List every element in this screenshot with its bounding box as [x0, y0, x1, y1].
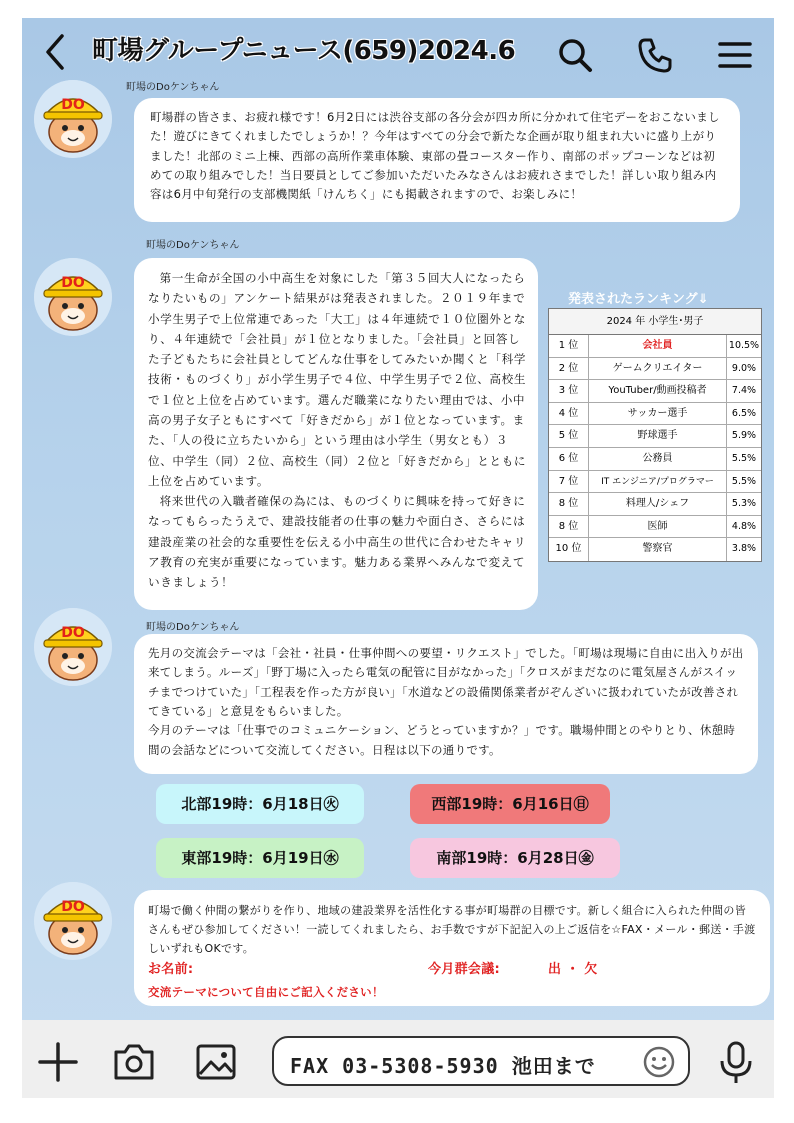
table-row	[549, 471, 761, 494]
table-row	[549, 448, 761, 471]
message-text: 先月の交流会テーマは「会社・社員・仕事仲間への要望・リクエスト」でした。「町場は現場に自由に出入りが出来てしまう。ルーズ」「野丁場に入ったら電気の配管に目がなかった」「クロスがまだなのに電気屋さんがスイッチまでつけていた」「工程表を作った方が良い」「水道などの設備関係業者がぞんざいに扱われていたが改善されてきている」と意見をもらいました。	[148, 646, 744, 718]
rank-cell: 4 位	[549, 403, 589, 425]
table-row	[549, 335, 761, 358]
job-cell: IT エンジニア/プログラマー	[589, 471, 727, 493]
message-input-value: FAX 03-5308-5930 池田まで	[290, 1054, 596, 1078]
percent-cell: 9.0%	[731, 362, 757, 374]
dokenchan-avatar-icon	[34, 258, 112, 336]
rank-cell: 8 位	[549, 516, 589, 538]
rank-cell: 2 位	[549, 358, 589, 380]
avatar[interactable]	[34, 258, 112, 336]
rank-cell: 7 位	[549, 471, 589, 493]
dokenchan-avatar-icon	[34, 608, 112, 686]
plus-icon[interactable]	[36, 1040, 80, 1084]
percent-cell: 3.8%	[731, 543, 757, 555]
job-cell: 料理人/シェフ	[589, 493, 727, 515]
ranking-table-header: 2024 年 小学生･男子	[549, 309, 761, 335]
job-cell: 公務員	[589, 448, 727, 470]
dokenchan-avatar-icon	[34, 80, 112, 158]
name-label: お名前:	[148, 961, 194, 977]
percent-cell: 5.5%	[731, 475, 757, 487]
message-text: 今月のテーマは「仕事でのコミュニケーション、どうとっていますか？」です。職場仲間とのやりとり、休憩時間の会話などについて交流してください。日程は以下の通りです。	[148, 723, 736, 757]
job-cell: ゲームクリエイター	[589, 358, 727, 380]
chat-title: 町場グループニュース(659)2024.6	[92, 36, 516, 66]
job-cell: 医師	[589, 516, 727, 538]
percent-cell: 6.5%	[731, 407, 757, 419]
job-cell: 野球選手	[589, 425, 727, 447]
job-cell: 警察官	[589, 538, 727, 561]
free-note-prompt: 交流テーマについて自由にご記入ください！	[148, 984, 384, 999]
rank-cell: 5 位	[549, 425, 589, 447]
message-bubble-housing-day	[134, 98, 740, 222]
search-icon[interactable]	[556, 36, 594, 74]
percent-cell: 5.9%	[731, 430, 757, 442]
back-icon[interactable]	[40, 32, 70, 72]
percent-cell: 10.5%	[728, 340, 760, 351]
message-text: 第一生命が全国の小中高生を対象にした「第３５回大人になったらなりたいもの」アンケート結果がは発表されました。２０１９年まで小学生男子で上位常連であった「大工」は４年連続で１０位圏外となり、４年連続で「会社員」が１位となりました。「会社員」と回答した子どもたちに会社員としてどんな仕事をしてみたいか聞くと「科学技術・ものづくり」が小学生男子で４位、中学生男子で２位、高校生で１位と上位を占めています。選んだ職業になりたい理由では、小中高の男子女子ともにすべて「好きだから」が１位となっています。また、「人の役に立ちたいから」という理由は小学生（男女とも）３位、中学生（同）２位、高校生（同）２位と「好きだから」とともに上位を占めています。	[148, 271, 527, 488]
avatar[interactable]	[34, 882, 112, 960]
attendance-options[interactable]: 出 ・ 欠	[548, 961, 598, 977]
message-bubble-reply-form	[134, 890, 770, 1006]
rank-cell: 8 位	[549, 493, 589, 515]
percent-cell: 5.5%	[731, 452, 757, 464]
percent-cell: 4.8%	[731, 520, 757, 532]
message-text: 町場群の皆さま、お疲れ様です！6月2日には渋谷支部の各分会が四カ所に分かれて住宅デーをおこないました！遊びにきてくれましたでしょうか！？今年はすべての分会で新たな企画が取り組まれ大いに盛り上がりました！北部のミニ上棟、西部の高所作業車体験、東部の畳コースター作り、南部のポップコーンなどは初めての取り組みでした！当日要員としてご参加いただいたみなさんはお疲れさまでした！詳しい取り組み内容は6月中旬発行の支部機関紙「けんちく」にも掲載されますので、お楽しみに！	[150, 110, 720, 202]
rank-cell: 1 位	[549, 335, 589, 357]
schedule-east[interactable]: 東部19時：6月19日㊌	[156, 838, 364, 878]
svg-text:DO: DO	[61, 899, 85, 915]
svg-text:DO: DO	[61, 625, 85, 641]
job-cell: サッカー選手	[589, 403, 727, 425]
ranking-table	[548, 308, 762, 562]
chat-input-bar	[22, 1020, 774, 1098]
meeting-label: 今月群会議:	[428, 961, 500, 977]
svg-text:DO: DO	[61, 97, 85, 113]
camera-icon[interactable]	[112, 1040, 156, 1084]
phone-icon[interactable]	[636, 36, 674, 74]
message-bubble-exchange-theme	[134, 634, 758, 774]
sender-name: 町場のDoケンちゃん	[126, 82, 220, 93]
ranking-title: 発表されたランキング⇓	[568, 292, 709, 307]
microphone-icon[interactable]	[716, 1040, 756, 1086]
table-row	[549, 425, 761, 448]
menu-icon[interactable]	[716, 36, 754, 74]
percent-cell: 5.3%	[731, 498, 757, 510]
rank-cell: 6 位	[549, 448, 589, 470]
schedule-south[interactable]: 南部19時：6月28日㊎	[410, 838, 620, 878]
schedule-west[interactable]: 西部19時：6月16日㊐	[410, 784, 610, 824]
smile-icon[interactable]	[642, 1045, 676, 1079]
svg-text:DO: DO	[61, 275, 85, 291]
sender-name: 町場のDoケンちゃん	[146, 240, 240, 251]
avatar[interactable]	[34, 608, 112, 686]
sender-name: 町場のDoケンちゃん	[146, 622, 240, 633]
message-input[interactable]	[272, 1036, 690, 1086]
reply-form-fields	[148, 959, 756, 983]
table-row	[549, 358, 761, 381]
job-cell: 会社員	[589, 335, 727, 357]
rank-cell: 3 位	[549, 380, 589, 402]
message-bubble-survey	[134, 258, 538, 610]
rank-cell: 10 位	[549, 538, 589, 561]
chat-screen	[22, 18, 774, 1098]
table-row	[549, 516, 761, 539]
avatar[interactable]	[34, 80, 112, 158]
table-row	[549, 493, 761, 516]
job-cell: YouTuber/動画投稿者	[589, 380, 727, 402]
dokenchan-avatar-icon	[34, 882, 112, 960]
table-row	[549, 538, 761, 561]
schedule-north[interactable]: 北部19時：6月18日㊋	[156, 784, 364, 824]
image-icon[interactable]	[194, 1040, 238, 1084]
message-text: 将来世代の入職者確保の為には、ものづくりに興味を持って好きになってもらったうえで、建設技能者の仕事の魅力や面白さ、さらには建設産業の社会的な重要性を伝える小中高生の世代に合わせたキャリア教育の充実が重要になっています。魅力ある業界へみんなで変えていきましょう！	[148, 494, 527, 590]
table-row	[549, 380, 761, 403]
message-text: 町場で働く仲間の繋がりを作り、地域の建設業界を活性化する事が町場群の目標です。新しく組合に入られた仲間の皆さんもぜひ参加してください！一読してくれましたら、お手数ですが下記記入の上ご返信を☆FAX・メール・郵送・手渡しいずれもOKです。	[148, 904, 756, 955]
table-row	[549, 403, 761, 426]
percent-cell: 7.4%	[731, 385, 757, 397]
